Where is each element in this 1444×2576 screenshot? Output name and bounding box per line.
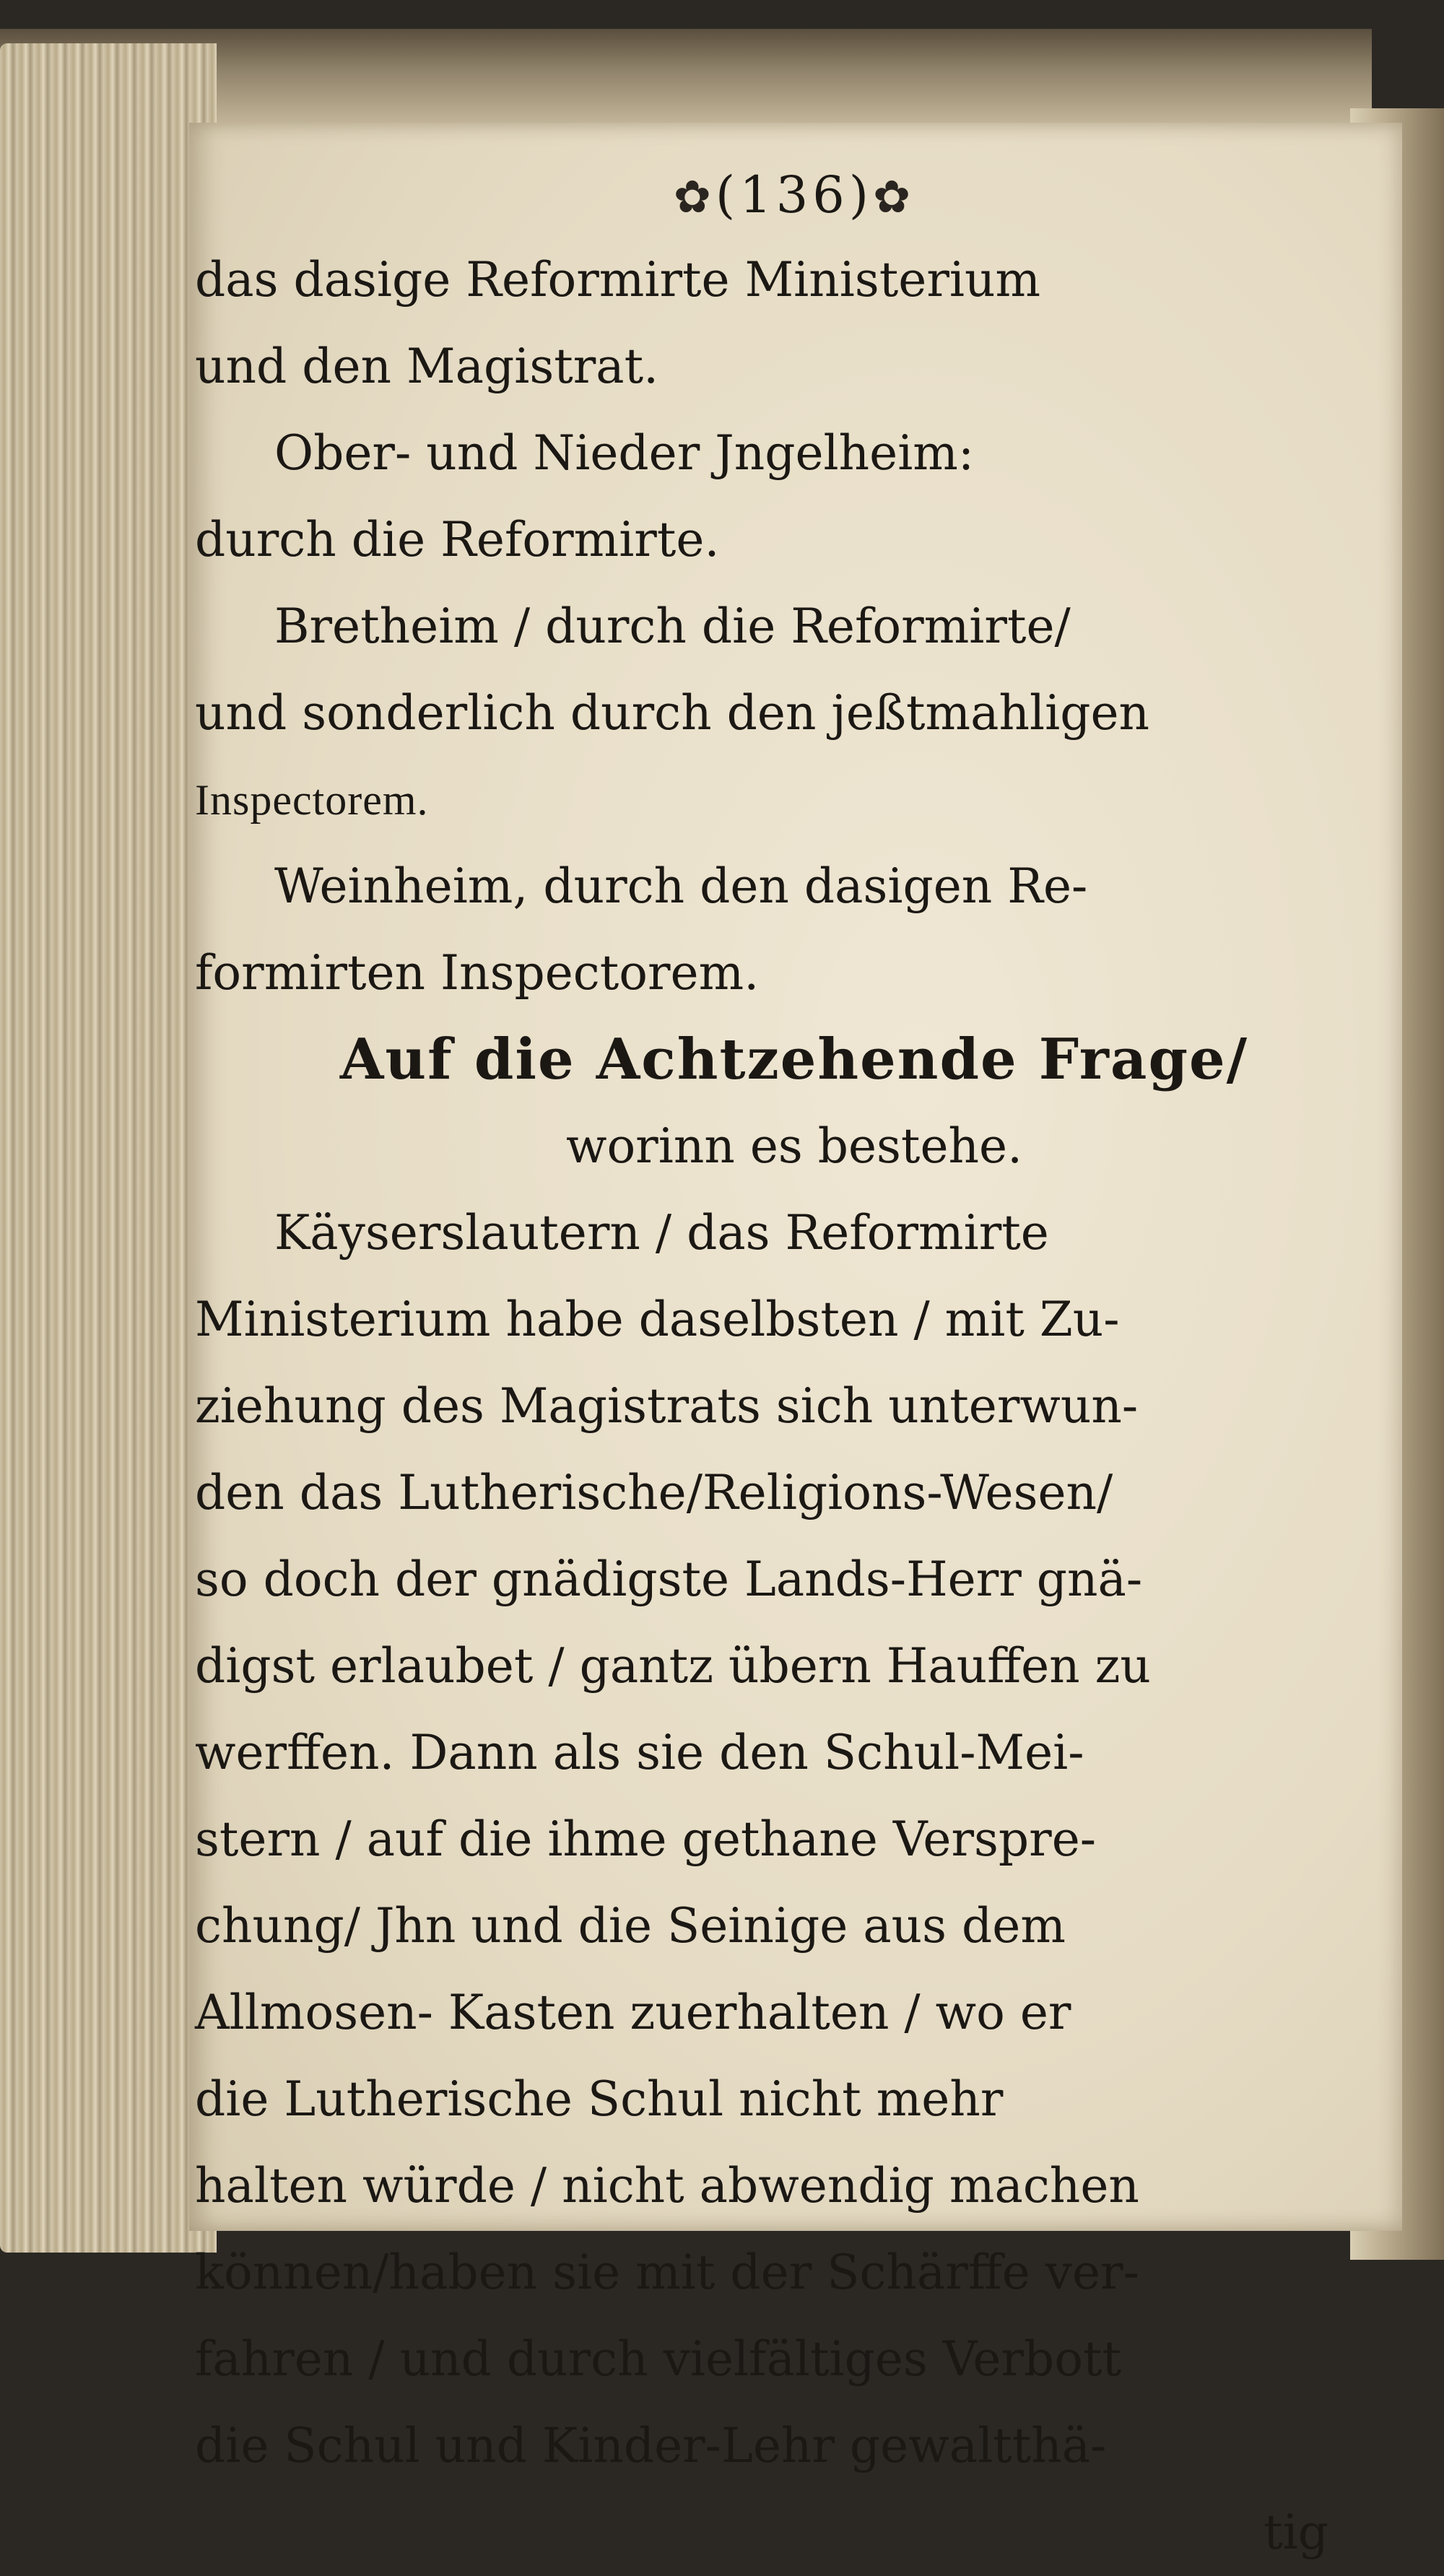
text-line: stern / auf die ihme gethane Verspre-	[195, 1811, 1097, 1867]
text-line: Allmosen- Kasten zuerhalten / wo er	[195, 1985, 1071, 2040]
text-line: fahren / und durch vielfältiges Verbott	[195, 2331, 1122, 2387]
text-line: Inspectorem.	[195, 776, 429, 824]
text-line: die Schul und Kinder-Lehr gewaltthä-	[195, 2418, 1107, 2473]
text-line: chung/ Jhn und die Seinige aus dem	[195, 1898, 1066, 1954]
page-stack-left	[0, 43, 217, 2253]
page-number: 136	[739, 165, 849, 225]
text-line: Ministerium habe daselbsten / mit Zu-	[195, 1292, 1120, 1347]
catchword: tig	[1264, 2505, 1328, 2560]
text-line: ziehung des Magistrats sich unterwun-	[195, 1378, 1139, 1434]
text-line: den das Lutherische/Religions-Wesen/	[195, 1465, 1113, 1520]
text-line: Ober- und Nieder Jngelheim:	[274, 425, 975, 481]
section-heading: Auf die Achtzehende Frage/	[339, 1027, 1249, 1092]
header-ornament-left-icon: ✿	[673, 170, 716, 223]
text-line: das dasige Reformirte Ministerium	[195, 252, 1041, 308]
text-line: digst erlaubet / gantz übern Hauffen zu	[195, 1638, 1151, 1694]
text-line: können/haben sie mit der Schärffe ver-	[195, 2245, 1139, 2300]
text-line: die Lutherische Schul nicht mehr	[195, 2071, 1004, 2127]
header-ornament-right-icon: ✿	[873, 170, 915, 223]
text-line: Bretheim / durch die Reformirte/	[274, 599, 1071, 654]
text-line: formirten Inspectorem.	[195, 945, 760, 1001]
text-line: werffen. Dann als sie den Schul-Mei-	[195, 1725, 1084, 1780]
text-line: und sonderlich durch den jeßtmahligen	[195, 685, 1150, 741]
text-line: Weinheim, durch den dasigen Re-	[274, 858, 1088, 914]
page-text	[195, 155, 1393, 2576]
text-line: durch die Reformirte.	[195, 512, 720, 567]
section-subheading: worinn es bestehe.	[565, 1118, 1023, 1174]
text-line: halten würde / nicht abwendig machen	[195, 2158, 1139, 2214]
text-line: so doch der gnädigste Lands-Herr gnä-	[195, 1552, 1143, 1607]
text-line: und den Magistrat.	[195, 339, 659, 394]
page-header: ✿(136)✿	[673, 165, 915, 225]
text-line: Käyserslautern / das Reformirte	[274, 1205, 1049, 1261]
